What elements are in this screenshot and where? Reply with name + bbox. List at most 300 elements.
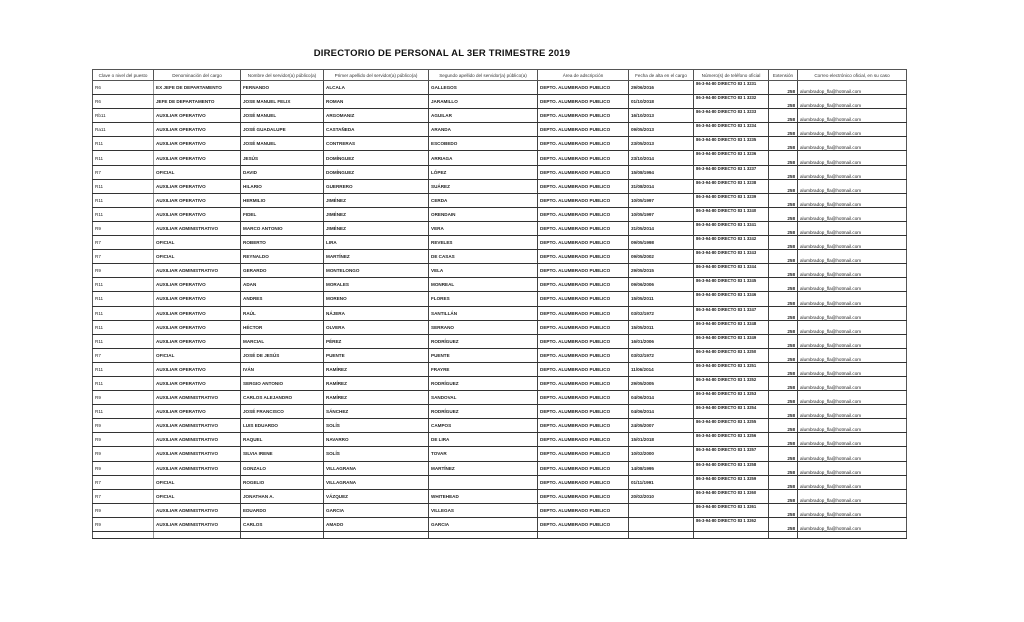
cell-segundo-apellido: GARCIA xyxy=(429,517,538,531)
cell-primer-apellido: RAMÍREZ xyxy=(324,391,429,405)
cell-segundo-apellido: ORENDAIN xyxy=(429,207,538,221)
document-title: DIRECTORIO DE PERSONAL AL 3ER TRIMESTRE 2019 xyxy=(313,48,571,59)
cell-area: DEPTO. ALUMBRADO PUBLICO xyxy=(538,334,629,348)
cell-segundo-apellido: PUENTE xyxy=(429,348,538,362)
table-row xyxy=(93,81,907,95)
cell-area: DEPTO. ALUMBRADO PUBLICO xyxy=(538,81,629,95)
header-telefono: Número(s) de teléfono oficial xyxy=(694,70,769,81)
cell-nombre: GERARDO xyxy=(241,264,324,278)
cell-extension: 258 xyxy=(769,137,798,151)
cell-primer-apellido: CONTRERAS xyxy=(324,137,429,151)
cell-telefono: 86-3-94-80 DIRECTO 83 1 3244 xyxy=(694,264,769,278)
cell-clave: R7 xyxy=(93,250,154,264)
cell-extension: 258 xyxy=(769,221,798,235)
empty-cell xyxy=(93,532,154,539)
table-row xyxy=(93,376,907,390)
cell-area: DEPTO. ALUMBRADO PUBLICO xyxy=(538,447,629,461)
cell-clave: R9 xyxy=(93,264,154,278)
cell-segundo-apellido: AGUILAR xyxy=(429,109,538,123)
cell-clave: R11 xyxy=(93,362,154,376)
cell-cargo: OFICIAL xyxy=(154,348,241,362)
cell-telefono: 86-3-94-80 DIRECTO 83 1 3235 xyxy=(694,137,769,151)
cell-area: DEPTO. ALUMBRADO PUBLICO xyxy=(538,517,629,531)
cell-segundo-apellido: JARAMILLO xyxy=(429,95,538,109)
cell-correo[interactable]: alumbradop_fla@hotmail.com xyxy=(798,362,907,376)
cell-correo[interactable]: alumbradop_fla@hotmail.com xyxy=(798,320,907,334)
cell-primer-apellido: GARCIA xyxy=(324,503,429,517)
cell-segundo-apellido: FLORES xyxy=(429,292,538,306)
table-row xyxy=(93,503,907,517)
cell-primer-apellido: MORALES xyxy=(324,278,429,292)
cell-segundo-apellido: REVELES xyxy=(429,236,538,250)
cell-extension: 258 xyxy=(769,236,798,250)
cell-fecha xyxy=(629,503,694,517)
cell-area: DEPTO. ALUMBRADO PUBLICO xyxy=(538,461,629,475)
cell-extension: 258 xyxy=(769,517,798,531)
cell-cargo: AUXILIAR OPERATIVO xyxy=(154,278,241,292)
cell-area: DEPTO. ALUMBRADO PUBLICO xyxy=(538,123,629,137)
cell-telefono: 86-3-94-80 DIRECTO 83 1 3233 xyxy=(694,109,769,123)
cell-nombre: JESÚS xyxy=(241,151,324,165)
cell-clave: R9 xyxy=(93,461,154,475)
cell-primer-apellido: MONTELONGO xyxy=(324,264,429,278)
cell-correo[interactable]: alumbradop_fla@hotmail.com xyxy=(798,123,907,137)
cell-primer-apellido: RAMÍREZ xyxy=(324,362,429,376)
empty-row xyxy=(93,532,907,539)
cell-cargo: AUXILIAR OPERATIVO xyxy=(154,193,241,207)
cell-cargo: AUXILIAR ADMINISTRATIVO xyxy=(154,419,241,433)
cell-correo[interactable]: alumbradop_fla@hotmail.com xyxy=(798,447,907,461)
cell-cargo: AUXILIAR ADMINISTRATIVO xyxy=(154,503,241,517)
cell-area: DEPTO. ALUMBRADO PUBLICO xyxy=(538,165,629,179)
cell-nombre: JOSÉ FRANCISCO xyxy=(241,405,324,419)
cell-segundo-apellido: CERDA xyxy=(429,193,538,207)
cell-fecha: 09/05/2013 xyxy=(629,123,694,137)
cell-primer-apellido: NÁJERA xyxy=(324,306,429,320)
cell-correo[interactable]: alumbradop_fla@hotmail.com xyxy=(798,179,907,193)
cell-fecha: 09/06/2006 xyxy=(629,278,694,292)
cell-area: DEPTO. ALUMBRADO PUBLICO xyxy=(538,179,629,193)
cell-extension: 258 xyxy=(769,362,798,376)
cell-primer-apellido: DOMÍNGUEZ xyxy=(324,151,429,165)
cell-correo[interactable]: alumbradop_fla@hotmail.com xyxy=(798,193,907,207)
cell-telefono: 86-3-94-80 DIRECTO 83 1 3262 xyxy=(694,517,769,531)
table-row xyxy=(93,419,907,433)
cell-telefono: 86-3-94-80 DIRECTO 83 1 3237 xyxy=(694,165,769,179)
cell-telefono: 86-3-94-80 DIRECTO 83 1 3253 xyxy=(694,391,769,405)
cell-telefono: 86-3-94-80 DIRECTO 83 1 3238 xyxy=(694,179,769,193)
cell-correo[interactable]: alumbradop_fla@hotmail.com xyxy=(798,475,907,489)
cell-primer-apellido: CASTAÑEDA xyxy=(324,123,429,137)
cell-primer-apellido: ARGOMANIZ xyxy=(324,109,429,123)
cell-correo[interactable]: alumbradop_fla@hotmail.com xyxy=(798,109,907,123)
cell-telefono: 86-3-94-80 DIRECTO 83 1 3234 xyxy=(694,123,769,137)
empty-cell xyxy=(769,532,798,539)
header-cargo: Denominación del cargo xyxy=(154,70,241,81)
cell-cargo: OFICIAL xyxy=(154,236,241,250)
cell-correo[interactable]: alumbradop_fla@hotmail.com xyxy=(798,489,907,503)
cell-fecha: 23/05/2013 xyxy=(629,137,694,151)
cell-telefono: 86-3-94-80 DIRECTO 83 1 3245 xyxy=(694,278,769,292)
cell-clave: R11 xyxy=(93,207,154,221)
cell-clave: R6 xyxy=(93,81,154,95)
cell-fecha: 10/02/2000 xyxy=(629,447,694,461)
cell-correo[interactable]: alumbradop_fla@hotmail.com xyxy=(798,517,907,531)
cell-correo[interactable]: alumbradop_fla@hotmail.com xyxy=(798,236,907,250)
cell-telefono: 86-3-94-80 DIRECTO 83 1 3258 xyxy=(694,461,769,475)
cell-area: DEPTO. ALUMBRADO PUBLICO xyxy=(538,391,629,405)
cell-nombre: ROBERTO xyxy=(241,236,324,250)
cell-segundo-apellido: CAMPOS xyxy=(429,419,538,433)
cell-clave: R11 xyxy=(93,292,154,306)
cell-cargo: OFICIAL xyxy=(154,489,241,503)
cell-fecha: 29/05/2015 xyxy=(629,264,694,278)
cell-extension: 258 xyxy=(769,348,798,362)
cell-cargo: AUXILIAR ADMINISTRATIVO xyxy=(154,461,241,475)
cell-cargo: AUXILIAR OPERATIVO xyxy=(154,362,241,376)
cell-correo[interactable]: alumbradop_fla@hotmail.com xyxy=(798,207,907,221)
cell-segundo-apellido xyxy=(429,475,538,489)
cell-extension: 258 xyxy=(769,165,798,179)
cell-fecha: 23/10/2014 xyxy=(629,151,694,165)
table-row xyxy=(93,165,907,179)
header-primer-apellido: Primer apellido del servidor(a) público(a) xyxy=(324,70,429,81)
cell-telefono: 86-3-94-80 DIRECTO 83 1 3259 xyxy=(694,475,769,489)
table-row xyxy=(93,461,907,475)
table-body xyxy=(93,81,907,539)
cell-cargo: OFICIAL xyxy=(154,250,241,264)
cell-fecha: 15/05/2011 xyxy=(629,292,694,306)
cell-nombre: ROGELIO xyxy=(241,475,324,489)
cell-extension: 258 xyxy=(769,250,798,264)
cell-extension: 258 xyxy=(769,320,798,334)
cell-fecha: 29/05/2005 xyxy=(629,376,694,390)
cell-extension: 258 xyxy=(769,179,798,193)
table-row xyxy=(93,517,907,531)
cell-extension: 258 xyxy=(769,376,798,390)
table-row xyxy=(93,193,907,207)
table-row xyxy=(93,433,907,447)
cell-extension: 258 xyxy=(769,306,798,320)
cell-primer-apellido: ROMAN xyxy=(324,95,429,109)
header-area: Área de adscripción xyxy=(538,70,629,81)
cell-primer-apellido: JIMÉNEZ xyxy=(324,207,429,221)
cell-telefono: 86-3-94-80 DIRECTO 83 1 3257 xyxy=(694,447,769,461)
empty-cell xyxy=(324,532,429,539)
header-nombre: Nombre del servidor(a) público(a) xyxy=(241,70,324,81)
cell-nombre: ADAN xyxy=(241,278,324,292)
cell-nombre: EDUARDO xyxy=(241,503,324,517)
header-segundo-apellido: Segundo apellido del servidor(a) público(a) xyxy=(429,70,538,81)
cell-cargo: AUXILIAR OPERATIVO xyxy=(154,334,241,348)
cell-extension: 258 xyxy=(769,391,798,405)
cell-fecha: 09/05/2002 xyxy=(629,250,694,264)
table-row xyxy=(93,151,907,165)
cell-nombre: MARCIAL xyxy=(241,334,324,348)
cell-primer-apellido: DOMÍNGUEZ xyxy=(324,165,429,179)
cell-fecha: 20/02/2010 xyxy=(629,489,694,503)
cell-extension: 258 xyxy=(769,334,798,348)
cell-correo[interactable]: alumbradop_fla@hotmail.com xyxy=(798,81,907,95)
cell-segundo-apellido: DE CASAS xyxy=(429,250,538,264)
cell-nombre: CARLOS ALEJANDRO xyxy=(241,391,324,405)
cell-clave: R9 xyxy=(93,419,154,433)
cell-correo[interactable]: alumbradop_fla@hotmail.com xyxy=(798,306,907,320)
cell-fecha: 04/06/2014 xyxy=(629,391,694,405)
cell-segundo-apellido: SANDOVAL xyxy=(429,391,538,405)
cell-fecha: 24/05/2007 xyxy=(629,419,694,433)
cell-nombre: SILVIA IRENE xyxy=(241,447,324,461)
cell-telefono: 86-3-94-80 DIRECTO 83 1 3231 xyxy=(694,81,769,95)
cell-fecha: 01/10/2018 xyxy=(629,95,694,109)
cell-segundo-apellido: RODRÍGUEZ xyxy=(429,376,538,390)
cell-correo[interactable]: alumbradop_fla@hotmail.com xyxy=(798,264,907,278)
table-row xyxy=(93,236,907,250)
cell-nombre: MARCO ANTONIO xyxy=(241,221,324,235)
cell-area: DEPTO. ALUMBRADO PUBLICO xyxy=(538,250,629,264)
cell-nombre: JOSÉ GUADALUPE xyxy=(241,123,324,137)
cell-extension: 258 xyxy=(769,95,798,109)
cell-primer-apellido: VILLAGRANA xyxy=(324,475,429,489)
cell-extension: 258 xyxy=(769,503,798,517)
cell-primer-apellido: GUERRERO xyxy=(324,179,429,193)
cell-area: DEPTO. ALUMBRADO PUBLICO xyxy=(538,362,629,376)
cell-segundo-apellido: SERRANO xyxy=(429,320,538,334)
empty-cell xyxy=(694,532,769,539)
cell-fecha: 31/08/2014 xyxy=(629,179,694,193)
table-row xyxy=(93,489,907,503)
header-clave: Clave o nivel del puesto xyxy=(93,70,154,81)
table-row xyxy=(93,334,907,348)
cell-primer-apellido: MARTÍNEZ xyxy=(324,250,429,264)
cell-correo[interactable]: alumbradop_fla@hotmail.com xyxy=(798,391,907,405)
table-row xyxy=(93,278,907,292)
cell-cargo: AUXILIAR OPERATIVO xyxy=(154,405,241,419)
cell-area: DEPTO. ALUMBRADO PUBLICO xyxy=(538,207,629,221)
cell-primer-apellido: VÁZQUEZ xyxy=(324,489,429,503)
cell-nombre: JONATHAN A. xyxy=(241,489,324,503)
cell-cargo: AUXILIAR ADMINISTRATIVO xyxy=(154,391,241,405)
cell-area: DEPTO. ALUMBRADO PUBLICO xyxy=(538,306,629,320)
cell-extension: 258 xyxy=(769,81,798,95)
cell-nombre: JOSÉ DE JESÚS xyxy=(241,348,324,362)
empty-cell xyxy=(538,532,629,539)
cell-extension: 258 xyxy=(769,447,798,461)
empty-cell xyxy=(429,532,538,539)
cell-cargo: AUXILIAR OPERATIVO xyxy=(154,123,241,137)
cell-area: DEPTO. ALUMBRADO PUBLICO xyxy=(538,264,629,278)
cell-nombre: HILARIO xyxy=(241,179,324,193)
cell-primer-apellido: SOLÍS xyxy=(324,447,429,461)
cell-segundo-apellido: VELA xyxy=(429,264,538,278)
table-row xyxy=(93,123,907,137)
cell-cargo: AUXILIAR ADMINISTRATIVO xyxy=(154,433,241,447)
cell-cargo: AUXILIAR OPERATIVO xyxy=(154,151,241,165)
cell-extension: 258 xyxy=(769,193,798,207)
cell-cargo: AUXILIAR OPERATIVO xyxy=(154,320,241,334)
cell-fecha: 10/05/1997 xyxy=(629,207,694,221)
personnel-directory-table xyxy=(92,69,907,539)
cell-fecha: 31/05/2014 xyxy=(629,221,694,235)
cell-fecha: 09/05/1998 xyxy=(629,236,694,250)
cell-fecha: 03/02/1972 xyxy=(629,348,694,362)
cell-area: DEPTO. ALUMBRADO PUBLICO xyxy=(538,320,629,334)
cell-correo[interactable]: alumbradop_fla@hotmail.com xyxy=(798,151,907,165)
cell-clave: R11 xyxy=(93,376,154,390)
cell-primer-apellido: AMADO xyxy=(324,517,429,531)
cell-correo[interactable]: alumbradop_fla@hotmail.com xyxy=(798,250,907,264)
cell-nombre: GONZALO xyxy=(241,461,324,475)
table-row xyxy=(93,292,907,306)
cell-nombre: CARLOS xyxy=(241,517,324,531)
cell-clave: R9 xyxy=(93,391,154,405)
cell-area: DEPTO. ALUMBRADO PUBLICO xyxy=(538,193,629,207)
cell-segundo-apellido: FRAYRE xyxy=(429,362,538,376)
cell-telefono: 86-3-94-80 DIRECTO 83 1 3248 xyxy=(694,320,769,334)
cell-correo[interactable]: alumbradop_fla@hotmail.com xyxy=(798,165,907,179)
cell-cargo: AUXILIAR ADMINISTRATIVO xyxy=(154,264,241,278)
cell-nombre: FIDEL xyxy=(241,207,324,221)
cell-telefono: 86-3-94-80 DIRECTO 83 1 3241 xyxy=(694,221,769,235)
cell-correo[interactable]: alumbradop_fla@hotmail.com xyxy=(798,405,907,419)
cell-cargo: AUXILIAR OPERATIVO xyxy=(154,292,241,306)
table-row xyxy=(93,95,907,109)
cell-clave: R11 xyxy=(93,179,154,193)
cell-primer-apellido: VILLAGRANA xyxy=(324,461,429,475)
cell-clave: R7 xyxy=(93,165,154,179)
table-row xyxy=(93,391,907,405)
cell-clave: R7 xyxy=(93,236,154,250)
cell-area: DEPTO. ALUMBRADO PUBLICO xyxy=(538,376,629,390)
cell-nombre: HERMILIO xyxy=(241,193,324,207)
cell-cargo: AUXILIAR OPERATIVO xyxy=(154,376,241,390)
cell-nombre: LUIS EDUARDO xyxy=(241,419,324,433)
cell-area: DEPTO. ALUMBRADO PUBLICO xyxy=(538,475,629,489)
cell-extension: 258 xyxy=(769,489,798,503)
cell-area: DEPTO. ALUMBRADO PUBLICO xyxy=(538,109,629,123)
cell-segundo-apellido: RODRÍGUEZ xyxy=(429,334,538,348)
header-fecha: Fecha de alta en el cargo xyxy=(629,70,694,81)
cell-clave: R9 xyxy=(93,517,154,531)
cell-nombre: DAVID xyxy=(241,165,324,179)
cell-correo[interactable]: alumbradop_fla@hotmail.com xyxy=(798,461,907,475)
header-correo: Correo electrónico oficial, en su caso xyxy=(798,70,907,81)
cell-extension: 258 xyxy=(769,123,798,137)
cell-nombre: JOSE MANUEL FELIX xyxy=(241,95,324,109)
cell-clave: R11 xyxy=(93,405,154,419)
cell-fecha: 14/08/1995 xyxy=(629,461,694,475)
cell-fecha: 29/06/2016 xyxy=(629,81,694,95)
table-row xyxy=(93,179,907,193)
cell-correo[interactable]: alumbradop_fla@hotmail.com xyxy=(798,376,907,390)
cell-clave: R11 xyxy=(93,137,154,151)
table-header-row xyxy=(93,70,907,81)
cell-segundo-apellido: ARANDA xyxy=(429,123,538,137)
cell-primer-apellido: SÁNCHEZ xyxy=(324,405,429,419)
cell-clave: R6 xyxy=(93,95,154,109)
cell-telefono: 86-3-94-80 DIRECTO 83 1 3236 xyxy=(694,151,769,165)
cell-clave: R7 xyxy=(93,475,154,489)
cell-primer-apellido: OLVERA xyxy=(324,320,429,334)
cell-clave: R9 xyxy=(93,221,154,235)
cell-telefono: 86-3-94-80 DIRECTO 83 1 3242 xyxy=(694,236,769,250)
cell-segundo-apellido: VERA xyxy=(429,221,538,235)
cell-correo[interactable]: alumbradop_fla@hotmail.com xyxy=(798,348,907,362)
cell-telefono: 86-3-94-80 DIRECTO 83 1 3246 xyxy=(694,292,769,306)
cell-correo[interactable]: alumbradop_fla@hotmail.com xyxy=(798,292,907,306)
cell-extension: 258 xyxy=(769,475,798,489)
cell-primer-apellido: JIMÉNEZ xyxy=(324,193,429,207)
cell-correo[interactable]: alumbradop_fla@hotmail.com xyxy=(798,137,907,151)
cell-fecha: 15/01/2018 xyxy=(629,433,694,447)
cell-segundo-apellido: MONREAL xyxy=(429,278,538,292)
cell-fecha: 15/08/1994 xyxy=(629,165,694,179)
table-row xyxy=(93,137,907,151)
cell-extension: 258 xyxy=(769,278,798,292)
table-row xyxy=(93,405,907,419)
cell-fecha: 16/10/2013 xyxy=(629,109,694,123)
cell-area: DEPTO. ALUMBRADO PUBLICO xyxy=(538,278,629,292)
cell-segundo-apellido: MARTÍNEZ xyxy=(429,461,538,475)
cell-area: DEPTO. ALUMBRADO PUBLICO xyxy=(538,236,629,250)
cell-area: DEPTO. ALUMBRADO PUBLICO xyxy=(538,503,629,517)
cell-telefono: 86-3-94-80 DIRECTO 83 1 3256 xyxy=(694,433,769,447)
cell-primer-apellido: MORENO xyxy=(324,292,429,306)
cell-area: DEPTO. ALUMBRADO PUBLICO xyxy=(538,151,629,165)
cell-correo[interactable]: alumbradop_fla@hotmail.com xyxy=(798,278,907,292)
cell-cargo: OFICIAL xyxy=(154,165,241,179)
cell-correo[interactable]: alumbradop_fla@hotmail.com xyxy=(798,433,907,447)
cell-telefono: 86-3-94-80 DIRECTO 83 1 3243 xyxy=(694,250,769,264)
cell-segundo-apellido: WHITEHEAD xyxy=(429,489,538,503)
cell-correo[interactable]: alumbradop_fla@hotmail.com xyxy=(798,334,907,348)
cell-telefono: 86-3-94-80 DIRECTO 83 1 3247 xyxy=(694,306,769,320)
cell-cargo: AUXILIAR OPERATIVO xyxy=(154,109,241,123)
cell-telefono: 86-3-94-80 DIRECTO 83 1 3252 xyxy=(694,376,769,390)
table-row xyxy=(93,109,907,123)
cell-fecha: 15/05/2011 xyxy=(629,320,694,334)
cell-telefono: 86-3-94-80 DIRECTO 83 1 3251 xyxy=(694,362,769,376)
cell-extension: 258 xyxy=(769,264,798,278)
table-row xyxy=(93,362,907,376)
cell-extension: 258 xyxy=(769,461,798,475)
cell-fecha: 11/06/2014 xyxy=(629,362,694,376)
cell-correo[interactable]: alumbradop_fla@hotmail.com xyxy=(798,221,907,235)
cell-segundo-apellido: DE LIRA xyxy=(429,433,538,447)
cell-correo[interactable]: alumbradop_fla@hotmail.com xyxy=(798,95,907,109)
cell-area: DEPTO. ALUMBRADO PUBLICO xyxy=(538,405,629,419)
cell-segundo-apellido: TOVAR xyxy=(429,447,538,461)
cell-nombre: RAÚL xyxy=(241,306,324,320)
cell-cargo: EX JEFE DE DEPARTAMENTO xyxy=(154,81,241,95)
cell-extension: 258 xyxy=(769,405,798,419)
cell-correo[interactable]: alumbradop_fla@hotmail.com xyxy=(798,503,907,517)
cell-nombre: JOSÉ MANUEL xyxy=(241,137,324,151)
cell-cargo: AUXILIAR OPERATIVO xyxy=(154,137,241,151)
cell-telefono: 86-3-94-80 DIRECTO 83 1 3260 xyxy=(694,489,769,503)
cell-segundo-apellido: VILLEGAS xyxy=(429,503,538,517)
cell-segundo-apellido: RODRÍGUEZ xyxy=(429,405,538,419)
table-row xyxy=(93,207,907,221)
cell-nombre: IVÁN xyxy=(241,362,324,376)
cell-cargo: JEFE DE DEPARTAMENTO xyxy=(154,95,241,109)
cell-telefono: 86-3-94-80 DIRECTO 83 1 3250 xyxy=(694,348,769,362)
cell-clave: R11 xyxy=(93,278,154,292)
cell-correo[interactable]: alumbradop_fla@hotmail.com xyxy=(798,419,907,433)
cell-fecha xyxy=(629,517,694,531)
cell-area: DEPTO. ALUMBRADO PUBLICO xyxy=(538,292,629,306)
cell-clave: R9 xyxy=(93,447,154,461)
